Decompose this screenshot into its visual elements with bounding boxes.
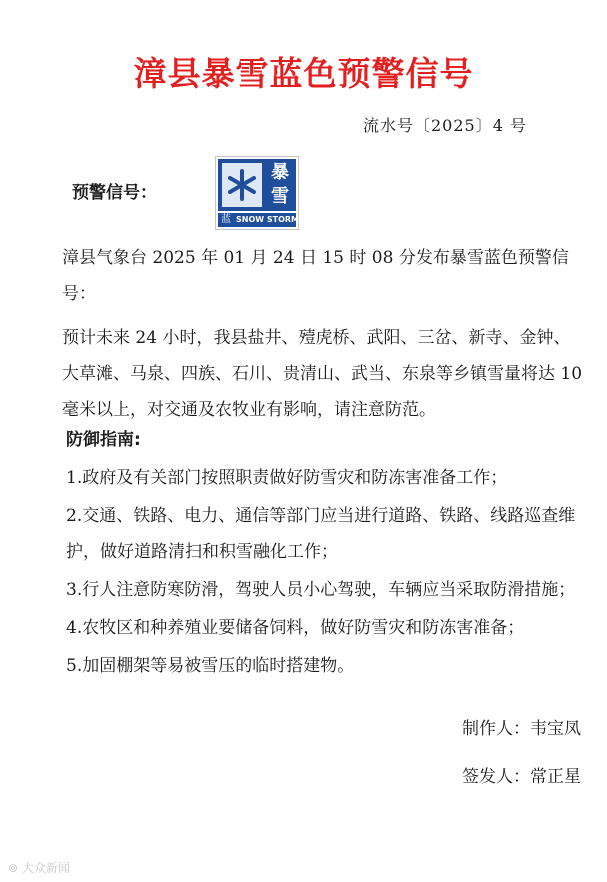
signal-label: 预警信号： <box>72 183 157 203</box>
badge-bottom-strip <box>218 213 300 227</box>
badge-characters <box>264 159 296 211</box>
badge-english-label: SNOW STORM <box>236 215 300 224</box>
snowflake-icon <box>222 163 262 207</box>
issue-text: 漳县气象台 2025 年 01 月 24 日 15 时 08 分发布暴雪蓝色预警信号： <box>62 248 569 304</box>
document-title: 漳县暴雪蓝色预警信号 <box>133 54 474 93</box>
badge-char-top: 暴 <box>271 162 289 183</box>
guide-section <box>62 422 584 684</box>
snowstorm-blue-badge <box>215 156 299 230</box>
issuer-line: 签发人：常正星 <box>462 767 581 787</box>
guide-title: 防御指南: <box>66 430 141 450</box>
guide-item: 4.农牧区和种养殖业要储备饲料，做好防雪灾和防冻害准备； <box>66 618 525 638</box>
badge-top-panel <box>218 159 296 211</box>
guide-item: 1.政府及有关部门按照职责做好防雪灾和防冻害准备工作； <box>66 468 508 488</box>
guide-item: 5.加固棚架等易被雪压的临时搭建物。 <box>66 656 355 676</box>
issue-paragraph <box>62 240 584 312</box>
badge-char-bottom: 雪 <box>271 186 289 207</box>
serial-number: 流水号〔2025〕4 号 <box>363 116 527 135</box>
guide-item: 3.行人注意防寒防滑，驾驶人员小心驾驶，车辆应当采取防滑措施； <box>66 580 576 600</box>
producer-line: 制作人：韦宝凤 <box>462 719 581 739</box>
forecast-paragraph <box>62 320 584 428</box>
badge-color-char: 蓝 <box>221 214 231 225</box>
watermark-logo: ⊚ 大众新闻 <box>8 861 70 875</box>
forecast-text: 预计未来 24 小时，我县盐井、殪虎桥、武阳、三岔、新寺、金钟、大草滩、马泉、四族、石川、贵清山、武当、东泉等乡镇雪量将达 10 毫米以上，对交通及农牧业有影响，请注意防范。 <box>62 328 583 420</box>
guide-item: 2.交通、铁路、电力、通信等部门应当进行道路、铁路、线路巡查维护，做好道路清扫和积雪融化工作； <box>66 506 576 562</box>
